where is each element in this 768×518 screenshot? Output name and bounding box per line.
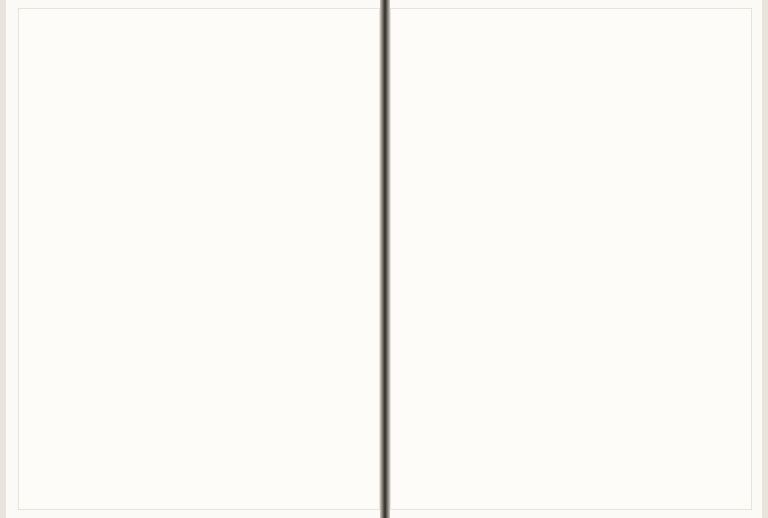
left-page-edge [0, 0, 6, 518]
left-page-column [244, 50, 265, 470]
right-page-column [462, 50, 483, 470]
left-page-column [161, 50, 182, 470]
right-page-column [484, 50, 505, 470]
left-page-column [265, 50, 286, 470]
left-page-column [182, 50, 203, 470]
left-page [18, 8, 380, 510]
right-page-column [441, 50, 462, 470]
right-page-column [591, 50, 612, 470]
right-page-column [656, 50, 677, 470]
right-page-column [677, 50, 698, 470]
right-page-column [548, 50, 569, 470]
right-page-column [613, 50, 634, 470]
right-page-column [505, 50, 526, 470]
right-page-edge [762, 0, 768, 518]
left-page-text [78, 50, 348, 470]
right-page-text [398, 50, 720, 470]
left-page-column [286, 50, 307, 470]
left-page-column [203, 50, 224, 470]
left-page-column [306, 50, 327, 470]
book-spine [380, 0, 390, 518]
left-page-column [120, 50, 141, 470]
right-page-column [419, 50, 440, 470]
left-page-column [223, 50, 244, 470]
right-page-column [634, 50, 655, 470]
right-page [390, 8, 752, 510]
left-page-column [140, 50, 161, 470]
left-page-column [78, 50, 99, 470]
left-page-column [99, 50, 120, 470]
left-page-column [327, 50, 348, 470]
right-page-column [398, 50, 419, 470]
right-page-column [527, 50, 548, 470]
right-page-column [699, 50, 720, 470]
right-page-column [570, 50, 591, 470]
